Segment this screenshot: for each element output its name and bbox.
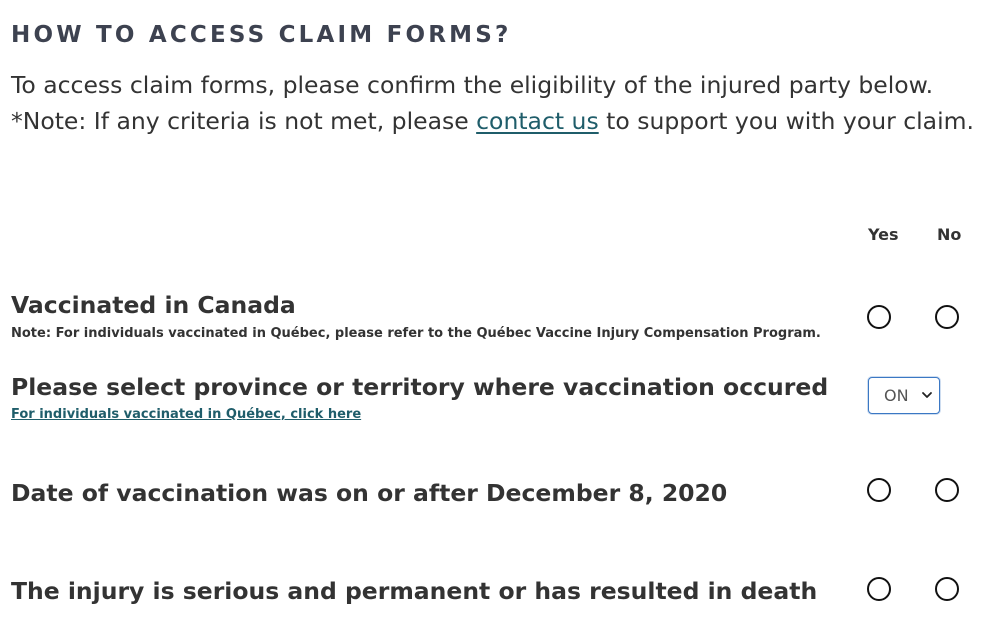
intro-line-2 [11, 103, 974, 139]
canada-yes-radio[interactable] [867, 305, 891, 329]
intro-line-1: To access claim forms, please confirm the eligibility of the injured party below. [11, 71, 934, 99]
intro-text [11, 67, 974, 139]
injury-no-radio[interactable] [935, 577, 959, 601]
page-title: HOW TO ACCESS CLAIM FORMS? [11, 22, 512, 48]
question-injury-serious: The injury is serious and permanent or has resulted in death [11, 577, 818, 605]
question-vaccinated-in-canada: Vaccinated in Canada [11, 291, 296, 319]
date-no-radio[interactable] [935, 478, 959, 502]
injury-yes-radio[interactable] [867, 577, 891, 601]
date-yes-radio[interactable] [867, 478, 891, 502]
intro-note-suffix: to support you with your claim. [598, 107, 974, 135]
column-header-no: No [937, 225, 962, 244]
province-select[interactable] [868, 377, 940, 414]
province-select-value: ON [884, 386, 909, 405]
intro-note-prefix: *Note: If any criteria is not met, please [11, 107, 477, 135]
quebec-click-here-link[interactable]: For individuals vaccinated in Québec, click here [11, 407, 362, 422]
contact-us-link[interactable]: contact us [476, 107, 599, 135]
question-canada-note: Note: For individuals vaccinated in Québec, please refer to the Québec Vaccine Injury Compensation Program. [11, 326, 821, 341]
column-header-yes: Yes [868, 225, 899, 244]
question-vaccination-date: Date of vaccination was on or after December 8, 2020 [11, 479, 728, 507]
canada-no-radio[interactable] [935, 305, 959, 329]
chevron-down-icon [920, 387, 934, 403]
question-province: Please select province or territory where vaccination occured [11, 373, 829, 401]
